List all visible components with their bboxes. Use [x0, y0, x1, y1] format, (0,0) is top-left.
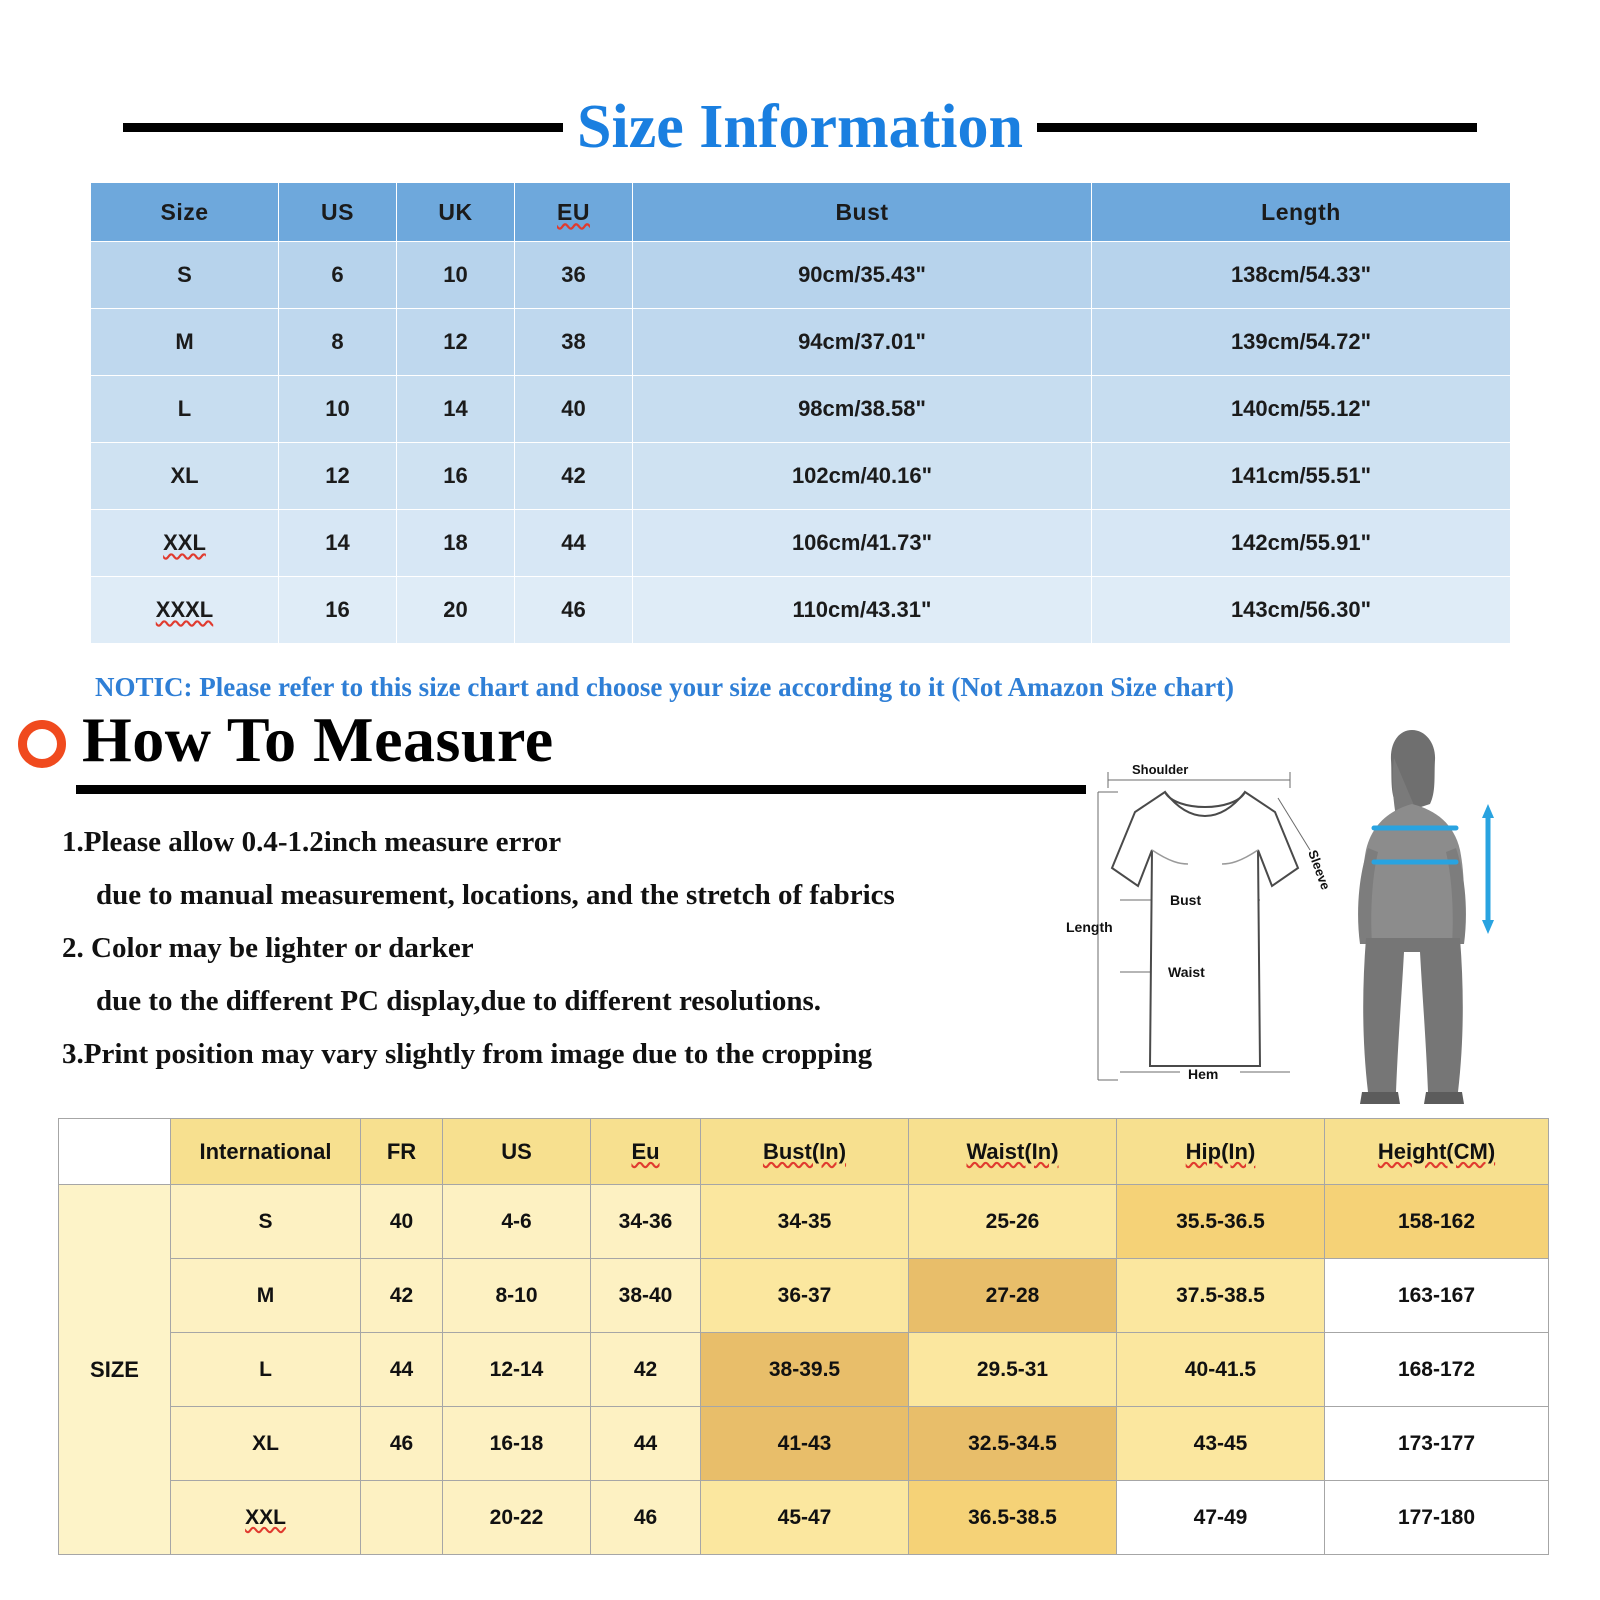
note-1-cont: due to manual measurement, locations, and the stretch of fabrics [96, 878, 895, 911]
cell-bust: 102cm/40.16" [633, 443, 1092, 510]
cell-waist: 25-26 [909, 1185, 1117, 1259]
table-row [59, 1259, 1549, 1333]
cell-bust: 90cm/35.43" [633, 242, 1092, 309]
table-row [91, 376, 1511, 443]
cell-waist: 36.5-38.5 [909, 1481, 1117, 1555]
measure-table [58, 1118, 1549, 1555]
cell-fr: 46 [361, 1407, 443, 1481]
cell-international: M [171, 1259, 361, 1333]
size-table-header-eu: EU [515, 183, 633, 242]
cell-us: 8 [279, 309, 397, 376]
cell-eu: 42 [591, 1333, 701, 1407]
cell-length: 142cm/55.91" [1092, 510, 1511, 577]
cell-uk: 10 [397, 242, 515, 309]
cell-length: 139cm/54.72" [1092, 309, 1511, 376]
cell-height: 173-177 [1325, 1407, 1549, 1481]
cell-us: 12 [279, 443, 397, 510]
cell-us: 4-6 [443, 1185, 591, 1259]
cell-bust: 34-35 [701, 1185, 909, 1259]
how-to-measure-title: How To Measure [82, 704, 554, 775]
label-length: Length [1066, 919, 1113, 935]
table-row [91, 577, 1511, 644]
cell-uk: 16 [397, 443, 515, 510]
cell-eu: 34-36 [591, 1185, 701, 1259]
table-row [59, 1481, 1549, 1555]
cell-length: 141cm/55.51" [1092, 443, 1511, 510]
measure-header-fr: FR [361, 1119, 443, 1185]
cell-bust: 110cm/43.31" [633, 577, 1092, 644]
cell-uk: 18 [397, 510, 515, 577]
label-bust: Bust [1170, 892, 1202, 908]
measure-table-corner [59, 1119, 171, 1185]
measurement-diagram [1060, 700, 1580, 1120]
cell-us: 12-14 [443, 1333, 591, 1407]
cell-size: L [91, 376, 279, 443]
measure-header-us: US [443, 1119, 591, 1185]
cell-waist: 29.5-31 [909, 1333, 1117, 1407]
note-2: 2. Color may be lighter or darker [62, 931, 474, 964]
cell-fr: 44 [361, 1333, 443, 1407]
cell-international: L [171, 1333, 361, 1407]
how-to-measure-heading [18, 704, 554, 775]
page-title: Size Information [576, 93, 1024, 161]
cell-size: XL [91, 443, 279, 510]
size-table-header-us: US [279, 183, 397, 242]
measure-header-waist: Waist(In) [909, 1119, 1117, 1185]
cell-waist: 27-28 [909, 1259, 1117, 1333]
table-row [59, 1185, 1549, 1259]
measure-header-international: International [171, 1119, 361, 1185]
cell-hip: 37.5-38.5 [1117, 1259, 1325, 1333]
cell-fr: 42 [361, 1259, 443, 1333]
cell-length: 140cm/55.12" [1092, 376, 1511, 443]
cell-size: XXL [91, 510, 279, 577]
cell-international: XXL [171, 1481, 361, 1555]
cell-hip: 43-45 [1117, 1407, 1325, 1481]
cell-international: S [171, 1185, 361, 1259]
cell-us: 16-18 [443, 1407, 591, 1481]
cell-bust: 36-37 [701, 1259, 909, 1333]
table-row [91, 309, 1511, 376]
page-title-row [0, 93, 1600, 161]
note-2-cont: due to the different PC display,due to different resolutions. [96, 984, 822, 1017]
cell-hip: 35.5-36.5 [1117, 1185, 1325, 1259]
model-silhouette [1358, 730, 1466, 1104]
table-row [91, 242, 1511, 309]
cell-eu: 38 [515, 309, 633, 376]
cell-size: M [91, 309, 279, 376]
cell-bust: 106cm/41.73" [633, 510, 1092, 577]
cell-uk: 14 [397, 376, 515, 443]
table-row [91, 443, 1511, 510]
measure-header-hip: Hip(In) [1117, 1119, 1325, 1185]
cell-eu: 44 [515, 510, 633, 577]
size-chart-notice: NOTIC: Please refer to this size chart and choose your size according to it (Not Amazon Size chart) [95, 672, 1235, 702]
cell-bust: 38-39.5 [701, 1333, 909, 1407]
cell-uk: 20 [397, 577, 515, 644]
cell-height: 158-162 [1325, 1185, 1549, 1259]
how-to-measure-rule [76, 785, 1086, 794]
size-table-header-length: Length [1092, 183, 1511, 242]
cell-eu: 46 [515, 577, 633, 644]
measure-header-height: Height(CM) [1325, 1119, 1549, 1185]
cell-bust: 98cm/38.58" [633, 376, 1092, 443]
table-row [59, 1407, 1549, 1481]
note-3: 3.Print position may vary slightly from image due to the cropping [62, 1037, 873, 1070]
cell-international: XL [171, 1407, 361, 1481]
measure-size-label: SIZE [59, 1185, 171, 1555]
cell-us: 6 [279, 242, 397, 309]
cell-eu: 46 [591, 1481, 701, 1555]
cell-height: 168-172 [1325, 1333, 1549, 1407]
size-table-header-row [91, 183, 1511, 242]
measure-table-header-row [59, 1119, 1549, 1185]
cell-waist: 32.5-34.5 [909, 1407, 1117, 1481]
cell-us: 20-22 [443, 1481, 591, 1555]
size-table-header-uk: UK [397, 183, 515, 242]
title-rule-left [123, 123, 563, 132]
title-rule-right [1037, 123, 1477, 132]
size-table-header-bust: Bust [633, 183, 1092, 242]
label-hem: Hem [1188, 1066, 1219, 1082]
cell-length: 143cm/56.30" [1092, 577, 1511, 644]
label-waist: Waist [1168, 964, 1205, 980]
cell-us: 8-10 [443, 1259, 591, 1333]
ring-icon [18, 720, 66, 768]
note-1: 1.Please allow 0.4-1.2inch measure error [62, 826, 562, 858]
cell-us: 14 [279, 510, 397, 577]
cell-hip: 40-41.5 [1117, 1333, 1325, 1407]
cell-bust: 45-47 [701, 1481, 909, 1555]
measure-notes [62, 820, 1092, 1085]
measure-header-bust: Bust(In) [701, 1119, 909, 1185]
shirt-outline [1112, 792, 1298, 1066]
cell-us: 10 [279, 376, 397, 443]
measure-header-eu: Eu [591, 1119, 701, 1185]
cell-height: 163-167 [1325, 1259, 1549, 1333]
label-shoulder: Shoulder [1132, 762, 1189, 777]
cell-size: XXXL [91, 577, 279, 644]
cell-eu: 36 [515, 242, 633, 309]
cell-bust: 94cm/37.01" [633, 309, 1092, 376]
cell-eu: 40 [515, 376, 633, 443]
table-row [91, 510, 1511, 577]
cell-height: 177-180 [1325, 1481, 1549, 1555]
cell-hip: 47-49 [1117, 1481, 1325, 1555]
table-row [59, 1333, 1549, 1407]
cell-bust: 41-43 [701, 1407, 909, 1481]
cell-eu: 42 [515, 443, 633, 510]
size-table [90, 182, 1511, 644]
cell-length: 138cm/54.33" [1092, 242, 1511, 309]
cell-eu: 38-40 [591, 1259, 701, 1333]
cell-fr [361, 1481, 443, 1555]
cell-eu: 44 [591, 1407, 701, 1481]
label-sleeve: Sleeve [1305, 847, 1334, 892]
cell-us: 16 [279, 577, 397, 644]
cell-size: S [91, 242, 279, 309]
size-table-header-size: Size [91, 183, 279, 242]
cell-uk: 12 [397, 309, 515, 376]
cell-fr: 40 [361, 1185, 443, 1259]
